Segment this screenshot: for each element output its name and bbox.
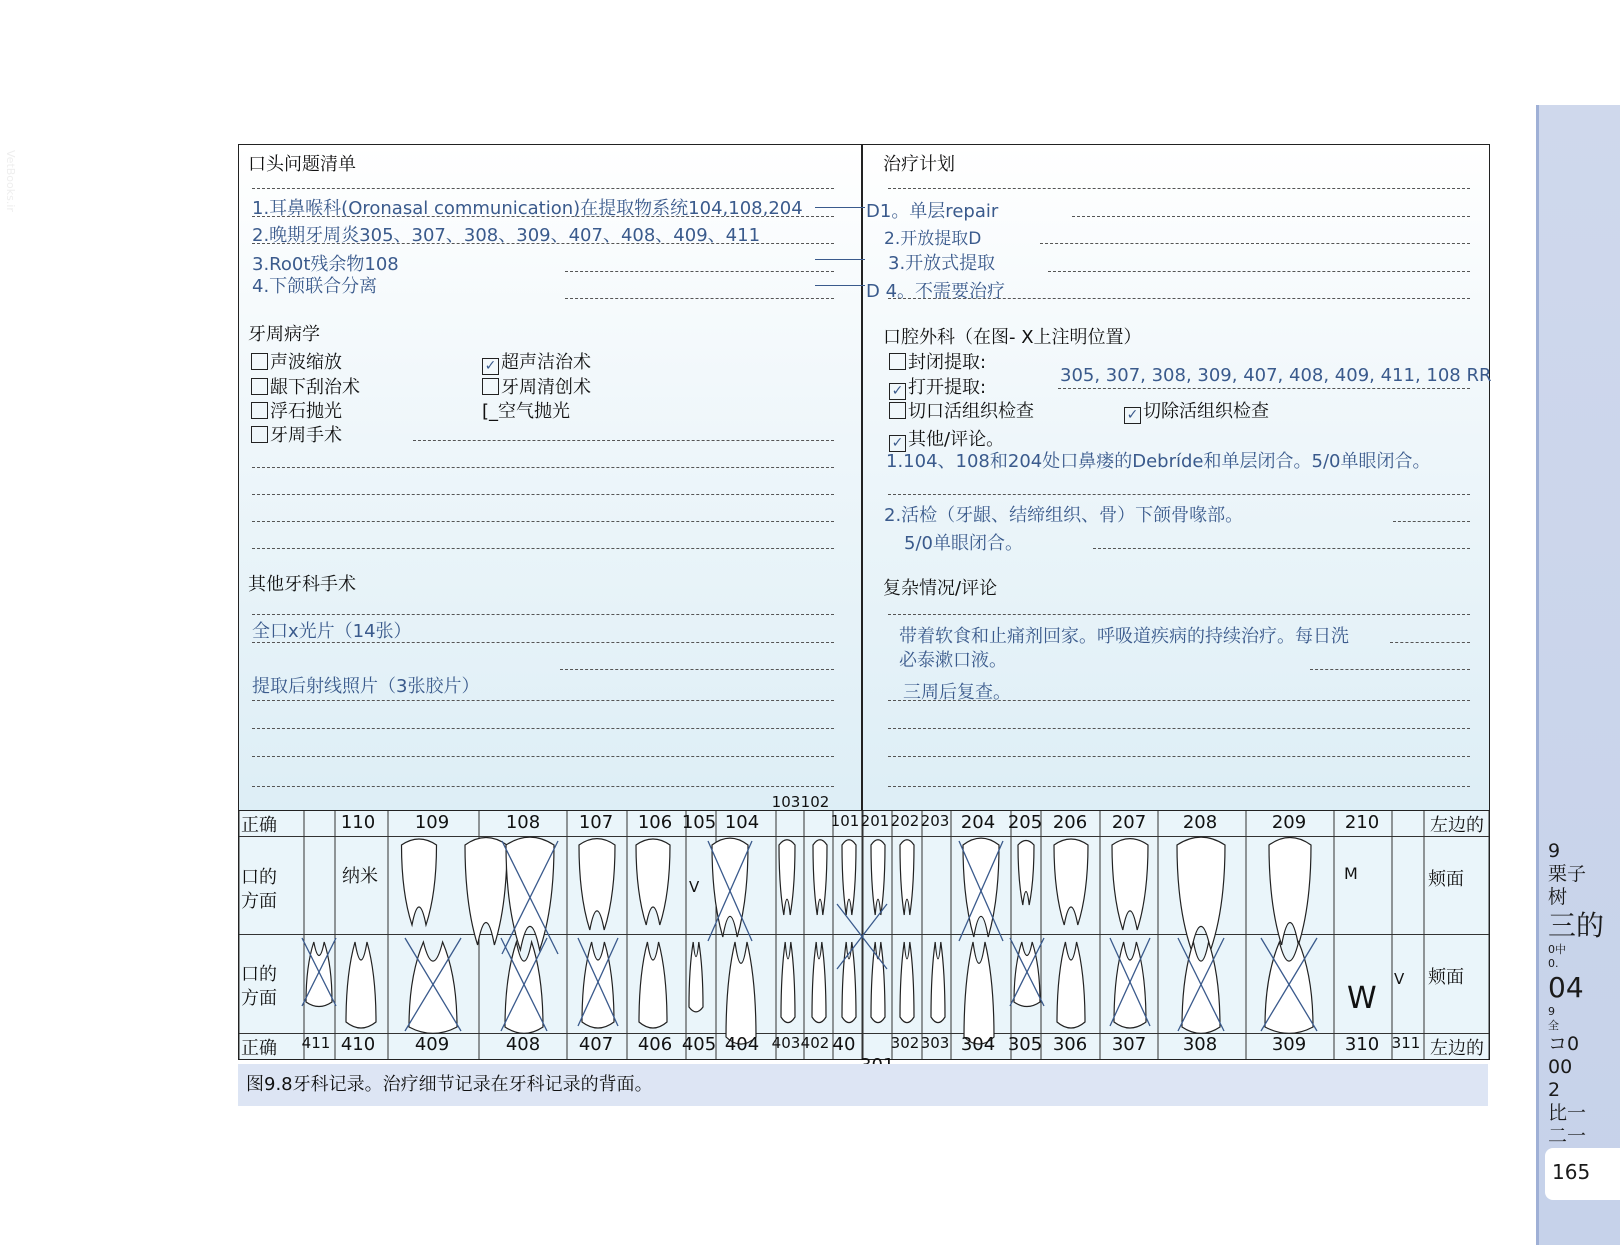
tooth-number-403: 403 [771,1034,801,1052]
watermark: VetBooks.ir [4,150,17,212]
tooth-outline [900,942,914,1023]
other-item-post-extraction-radiographs: 提取后射线照片（3张胶片） [252,676,480,697]
tooth-number-208: 208 [1182,812,1218,833]
connector-line [815,207,865,208]
tooth-number-411: 411 [301,1034,331,1052]
tooth-number-306: 306 [1052,1034,1088,1055]
rule [888,188,1470,189]
rule [1393,521,1470,522]
checkbox[interactable] [251,402,268,419]
tooth-number-410: 410 [340,1034,376,1055]
problem-1: 1.耳鼻喉科(Oronasal communication)在提取物系统104,108,204 [252,198,803,219]
tooth-outline [712,838,748,937]
tooth-outline [779,840,795,915]
rule [413,440,834,441]
other-comments[interactable]: ✓ 其他/评论。 [889,425,1004,452]
checkbox[interactable] [251,353,268,370]
tooth-outline [1014,942,1040,1007]
perio-item-pumice-polish[interactable]: 浮石抛光 [251,397,342,423]
tooth-number-408: 408 [505,1034,541,1055]
chart-left-label-bottom: 左边的 [1430,1038,1484,1059]
tooth-outline [506,837,554,950]
lower-buccal-label: 颊面 [1428,967,1464,988]
perio-item-air-polish[interactable]: [_空气抛光 [482,401,571,422]
tooth-outline [402,839,437,925]
tooth-outline [1054,839,1088,925]
tooth-outline [963,838,999,937]
annotation-w: W [1347,981,1377,1016]
dental-chart [238,810,1490,1060]
connector-line [815,259,865,260]
tooth-number-207: 207 [1111,812,1147,833]
tooth-number-108: 108 [505,812,541,833]
perio-item-subgingival-curettage[interactable]: 龈下刮治术 [251,373,360,399]
upper-buccal-label: 颊面 [1428,869,1464,890]
rule [888,756,1470,757]
tooth-number-203: 203 [920,812,950,830]
tooth-number-40: 40 [832,1034,856,1055]
other-item-full-mouth-xray: 全口x光片（14张） [252,621,412,642]
tooth-number-407: 407 [578,1034,614,1055]
checkbox[interactable] [889,402,906,419]
incisional-biopsy[interactable]: 切口活组织检查 [889,397,1034,423]
rule [888,298,1470,299]
note-1: 1.104、108和204处口鼻瘘的Debríde和单层闭合。5/0单眼闭合。 [886,451,1431,472]
problem-2: 2.晚期牙周炎305、307、308、309、407、408、409、411 [252,225,761,246]
perio-item-ultrasonic-scaling[interactable]: ✓ 超声洁治术 [482,348,591,375]
rule [888,700,1470,701]
tooth-outline [1182,942,1220,1033]
tooth-outline [582,942,614,1028]
rule [252,494,834,495]
complication-line-3: 三周后复查。 [903,682,1011,703]
complication-line-2: 必泰漱口液。 [899,650,1007,671]
tooth-number-107: 107 [578,812,614,833]
rule [252,786,834,787]
tooth-outline [726,942,756,1044]
tooth-outline [871,840,885,915]
tooth-number-206: 206 [1052,812,1088,833]
rule [252,548,834,549]
oral-surgery-title: 口腔外科（在图- X上注明位置） [883,327,1142,348]
problem-3: 3.Ro0t残余物108 [252,254,399,275]
note-3: 5/0单眼闭合。 [904,533,1023,554]
tooth-number-105: 105 [681,812,717,833]
perio-item-sonic-scaling[interactable]: 声波缩放 [251,348,342,374]
tooth-number-309: 309 [1271,1034,1307,1055]
rule [1058,388,1470,389]
tooth-outline [781,942,795,1023]
checkbox[interactable] [482,378,499,395]
chart-left-label-top: 左边的 [1430,815,1484,836]
tooth-number-310: 310 [1344,1034,1380,1055]
rule [1093,548,1470,549]
tooth-number-404: 404 [724,1034,760,1055]
rule [252,642,834,643]
tooth-number-303: 303 [920,1034,950,1052]
tooth-outline [306,942,332,1007]
checkbox[interactable] [889,353,906,370]
oral-problem-list-title: 口头问题清单 [248,154,356,175]
tooth-outline [964,942,994,1044]
annotation-v: V [689,878,700,896]
treatment-plan-title: 治疗计划 [883,154,955,175]
excisional-biopsy[interactable]: ✓ 切除活组织检查 [1124,397,1269,424]
rule [252,243,834,244]
rule [560,669,834,670]
plan-1: D1。单层repair [866,201,999,222]
checkbox-checked[interactable]: ✓ [889,435,906,452]
tooth-number-311: 311 [1391,1034,1421,1052]
note-2: 2.活检（牙龈、结缔组织、骨）下颌骨喙部。 [884,505,1244,526]
rule [252,756,834,757]
periodontics-title: 牙周病学 [248,324,320,345]
rule [888,786,1470,787]
plan-3: 3.开放式提取 [888,253,996,274]
tooth-outline [1018,841,1034,906]
rule [252,216,834,217]
open-extraction[interactable]: ✓ 打开提取: [889,373,986,400]
tooth-outline [1177,837,1225,950]
problem-4: 4.下颌联合分离 [252,276,378,297]
rule [1390,642,1470,643]
rule [1072,216,1470,217]
tooth-number-102: 102 [800,793,830,811]
checkbox-checked[interactable]: ✓ [482,358,499,375]
tooth-outline [931,942,945,1023]
tooth-outline [1057,942,1085,1028]
tooth-number-405: 405 [681,1034,717,1055]
rule [1040,243,1470,244]
page-number: 165 [1552,1160,1591,1184]
rule [565,271,834,272]
annotation-m: M [1344,864,1358,883]
annotation-v-2: V [1394,970,1405,988]
rule [888,614,1470,615]
tooth-number-209: 209 [1271,812,1307,833]
checkbox-checked[interactable]: ✓ [1124,407,1141,424]
annotation-nano: 纳米 [342,866,378,887]
tooth-number-307: 307 [1111,1034,1147,1055]
chart-right-label-top: 正确 [241,815,277,836]
tooth-number-302: 302 [890,1034,920,1052]
rule [565,298,834,299]
tooth-outline [900,840,914,915]
tooth-number-402: 402 [800,1034,830,1052]
tooth-number-101: 101 [830,812,860,830]
rule [252,700,834,701]
tooth-number-409: 409 [414,1034,450,1055]
tooth-outline [1112,839,1148,930]
tooth-outline [871,942,885,1023]
tooth-number-103: 103 [771,793,801,811]
open-extraction-teeth: 305, 307, 308, 309, 407, 408, 409, 411, 108 RR [1060,365,1492,386]
closed-extraction[interactable]: 封闭提取: [889,348,986,374]
side-text: 9 栗子 树 三的 0中 0. 04 9 全 コ0 00 2 比一 二一 [1548,840,1605,1147]
checkbox[interactable] [251,426,268,443]
tooth-outline [636,839,670,925]
tooth-number-201: 201 [860,812,890,830]
rule [1048,271,1470,272]
tooth-outline [689,942,703,1012]
tooth-number-305: 305 [1007,1034,1043,1055]
tooth-outline [465,838,507,946]
tooth-number-205: 205 [1007,812,1043,833]
rule [252,188,834,189]
tooth-outline [505,942,543,1033]
tooth-outline [813,840,827,915]
chart-grid [239,811,1489,1059]
rule [888,728,1470,729]
tooth-outline [812,942,826,1023]
tooth-outline [346,942,376,1028]
perio-item-periodontal-surgery[interactable]: 牙周手术 [251,421,342,447]
tooth-number-109: 109 [414,812,450,833]
tooth-number-106: 106 [637,812,673,833]
tooth-number-104: 104 [724,812,760,833]
upper-oral-aspect-label: 口的 方面 [241,867,277,912]
tooth-outline [1114,942,1146,1028]
rule [252,521,834,522]
connector-line [815,285,865,286]
plan-4: D 4。不需要治疗 [866,281,1006,302]
complications-title: 复杂情况/评论 [883,578,998,599]
tooth-outline [1269,838,1311,946]
rule [252,467,834,468]
tooth-number-308: 308 [1182,1034,1218,1055]
tooth-outline [579,839,615,930]
rule [252,614,834,615]
rule [1310,669,1470,670]
tooth-number-304: 304 [960,1034,996,1055]
figure-caption: 图9.8牙科记录。治疗细节记录在牙科记录的背面。 [238,1064,1488,1106]
perio-item-periodontal-debridement[interactable]: 牙周清创术 [482,373,591,399]
tooth-number-210: 210 [1344,812,1380,833]
rule [252,728,834,729]
tooth-number-406: 406 [637,1034,673,1055]
tooth-outline [639,942,667,1028]
tooth-number-202: 202 [890,812,920,830]
chart-right-label-bottom: 正确 [241,1038,277,1059]
complication-line-1: 带着软食和止痛剂回家。呼吸道疾病的持续治疗。每日洗 [899,626,1349,647]
checkbox-checked[interactable]: ✓ [889,383,906,400]
tooth-number-204: 204 [960,812,996,833]
checkbox[interactable] [251,378,268,395]
tooth-number-110: 110 [340,812,376,833]
plan-2: 2.开放提取D [884,229,982,249]
other-dental-title: 其他牙科手术 [248,574,356,595]
rule [888,494,1470,495]
tooth-outline [842,840,856,915]
lower-oral-aspect-label: 口的 方面 [241,964,277,1009]
